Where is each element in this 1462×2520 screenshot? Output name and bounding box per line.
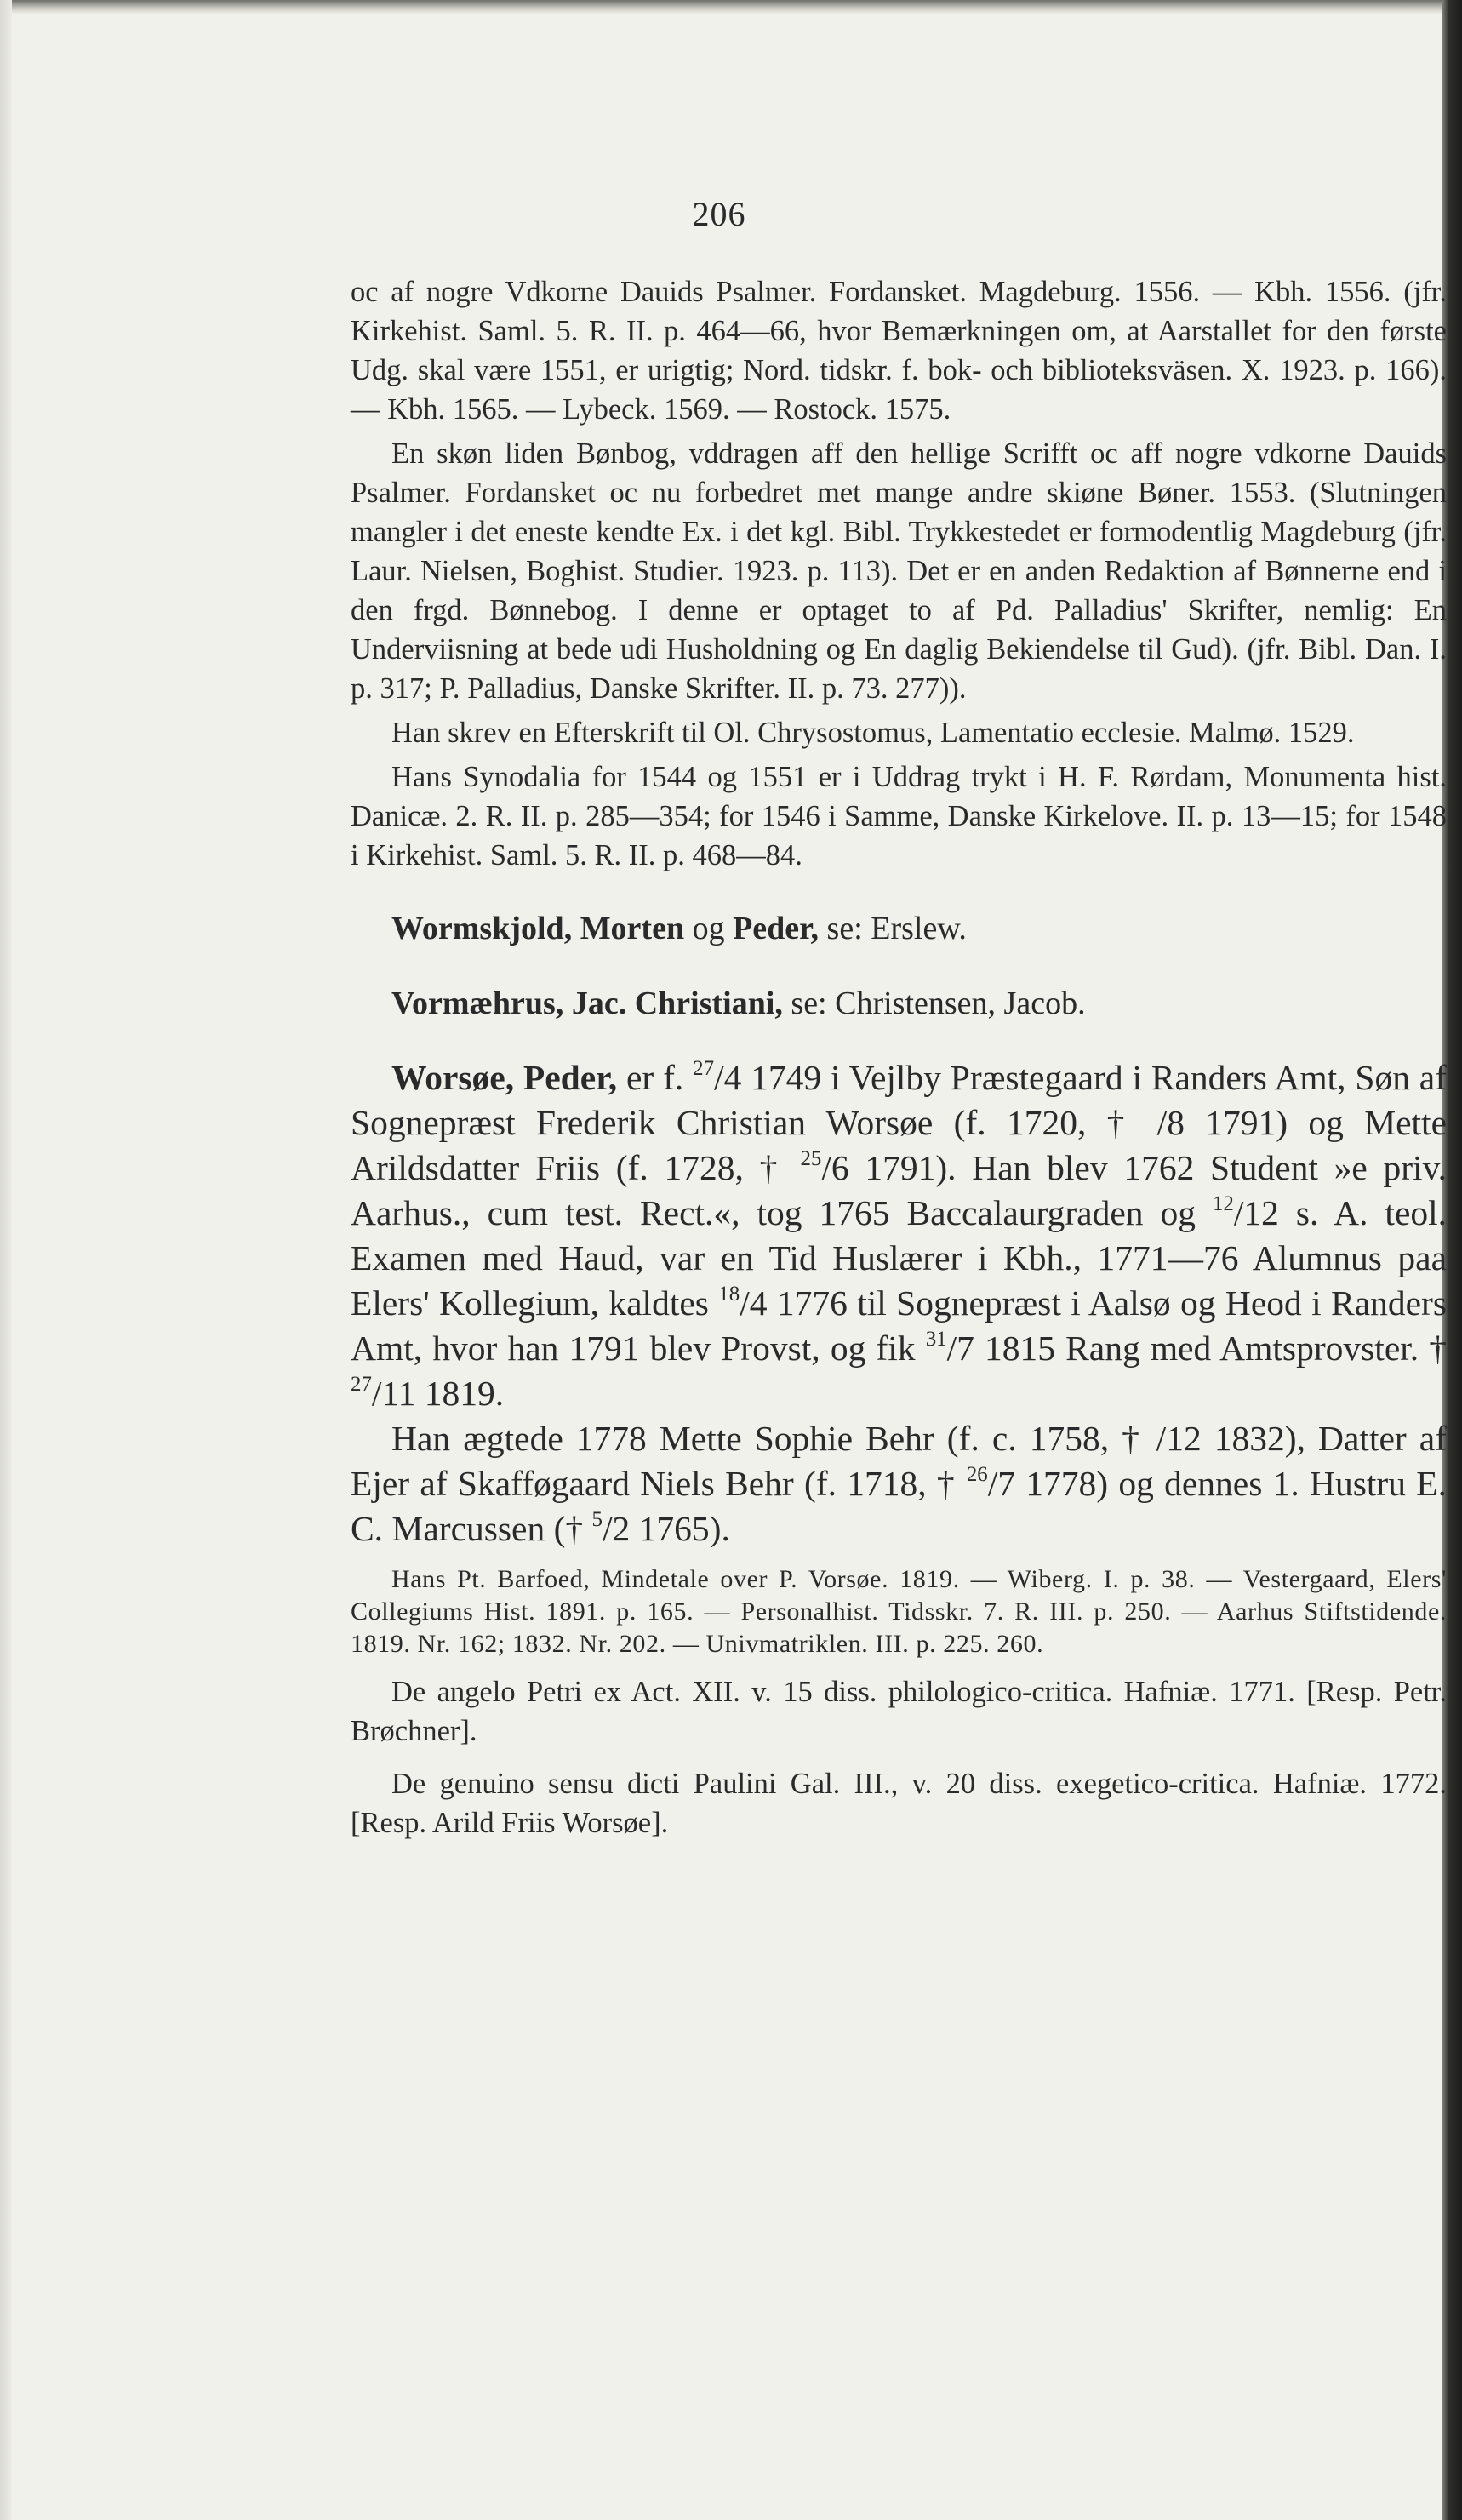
date-denominator: 11 — [381, 1374, 416, 1413]
date-numerator: 5 — [591, 1507, 603, 1531]
date-denominator: 8 — [1167, 1103, 1185, 1142]
cross-ref-wormskjold — [351, 907, 1447, 950]
date-numerator: 31 — [925, 1327, 947, 1351]
text-run: 1776 til Sognepræst i Aalsø og Heod i Randers Amt, hvor han 1791 blev Provst, og fik — [351, 1283, 1448, 1368]
date-denominator: 6 — [831, 1148, 849, 1187]
date-denominator: 12 — [1243, 1193, 1279, 1232]
work-item: De angelo Petri ex Act. XII. v. 15 diss. philologico-critica. Hafniæ. 1771. [Resp. Petr. Brøchner]. — [351, 1676, 1447, 1747]
cross-ref-vormaehrus — [351, 982, 1447, 1025]
date-numerator: 26 — [966, 1462, 988, 1486]
date-numerator: 27 — [351, 1372, 372, 1396]
text-run: er f. — [626, 1058, 684, 1097]
paragraph-bonbog: En skøn liden Bønbog, vddragen aff den hellige Scrifft oc aff nogre vdkorne Dauids Psalmer. Fordansket oc nu forbedret met mange andre skiøne Bøner. 1553. (Slutningen mangler i det eneste kendte Ex. i det kgl. Bibl. Trykkestedet er formodentlig Magdeburg (jfr. Laur. Nielsen, Boghist. Studier. 1923. p. 113). Det er en anden Redaktion af Bønnerne end i den frgd. Bønnebog. I denne er optaget to af Pd. Palladius' Skrifter, nemlig: En Underviisning at bede udi Husholdning og En daglig Bekiendelse til Gud). (jfr. Bibl. Dan. I. p. 317; P. Palladius, Danske Skrifter. II. p. 73. 277)). — [351, 437, 1447, 705]
text-run: s. A. teol. Examen med Haud, var en Tid Huslærer i Kbh., 1771—76 Alumnus paa Elers' Kollegium, kaldtes — [351, 1193, 1448, 1323]
continued-section — [351, 272, 1447, 875]
cross-ref-connector: og — [684, 911, 734, 946]
cross-ref-see: se: — [791, 986, 827, 1021]
cross-ref-name: Wormskjold, Morten — [391, 911, 685, 946]
date-denominator: 4 — [749, 1283, 768, 1323]
cross-ref-target: Christensen, Jacob. — [835, 986, 1086, 1021]
text-run: 1791) og Mette Arildsdatter Friis (f. 1728, † — [351, 1103, 1448, 1187]
cross-ref-name-2: Peder, — [733, 911, 820, 946]
date-numerator: 27 — [693, 1056, 715, 1080]
paragraph-synodalia: Hans Synodalia for 1544 og 1551 er i Uddrag trykt i H. F. Rørdam, Monumenta hist. Danicæ. 2. R. II. p. 285—354; for 1546 i Samme, Danske Kirkelove. II. p. 13—15; for 1548 i Kirkehist. Saml. 5. R. II. p. 468—84. — [351, 761, 1447, 871]
cross-ref-target: Erslew. — [871, 911, 967, 946]
page-number: 206 — [692, 195, 746, 233]
text-run: Han ægtede 1778 Mette Sophie Behr (f. c. 1758, † — [391, 1419, 1144, 1458]
cross-ref-name: Vormæhrus, Jac. Christiani, — [391, 986, 783, 1021]
entry-worsoe — [351, 1055, 1447, 1551]
date-denominator: 4 — [723, 1058, 742, 1097]
text-run: 1778) og dennes 1. Hustru E. C. Marcussen († — [351, 1464, 1447, 1548]
date-denominator: 7 — [957, 1329, 974, 1368]
text-run: 1765). — [638, 1509, 730, 1548]
entry-sources — [351, 1563, 1447, 1660]
paragraph-continuation: oc af nogre Vdkorne Dauids Psalmer. Fordansket. Magdeburg. 1556. — Kbh. 1556. (jfr. Kirkehist. Saml. 5. R. II. p. 464—66, hvor Bemærkningen om, at Aarstallet for den første Udg. skal være 1551, er urigtig; Nord. tidskr. f. bok- och biblioteksväsen. X. 1923. p. 166). — Kbh. 1565. — Lybeck. 1569. — Rostock. 1575. — [351, 276, 1447, 426]
date-denominator: 2 — [612, 1509, 631, 1548]
text-run: 1749 i Vejlby Præstegaard i Randers Amt, Søn af Sognepræst Frederik Christian Worsøe (f. 1720, † — [351, 1058, 1448, 1142]
text-run: 1819. — [424, 1374, 505, 1413]
date-denominator: 7 — [997, 1464, 1016, 1503]
sources-text: Hans Pt. Barfoed, Mindetale over P. Vorsøe. 1819. — Wiberg. I. p. 38. — Vestergaard, Elers' Collegiums Hist. 1891. p. 165. — Personalhist. Tidsskr. 7. R. III. p. 250. — Aarhus Stiftstidende. 1819. Nr. 162; 1832. Nr. 202. — Univmatriklen. III. p. 225. 260. — [351, 1565, 1447, 1658]
date-numerator: 25 — [800, 1146, 822, 1170]
paragraph-efterskrift: Han skrev en Efterskrift til Ol. Chrysostomus, Lamentatio ecclesie. Malmø. 1529. — [391, 717, 1355, 749]
date-denominator: 12 — [1166, 1419, 1202, 1458]
entry-marriage: Han ægtede 1778 Mette Sophie Behr (f. c. 1758, † /12 1832), Datter af Ejer af Skafføgaard Niels Behr (f. 1718, † $^{26}$/7 1778) og dennes 1. Hustru E. C. Marcussen († $^5$/2 1765). — [351, 1419, 1448, 1548]
entry-name: Worsøe, Peder, — [391, 1058, 618, 1097]
text-run: 1791). Han blev 1762 Student »e priv. Aarhus., cum test. Rect.«, tog 1765 Baccalaurgraden og — [351, 1148, 1448, 1232]
page-body — [351, 272, 1447, 1843]
date-numerator: 18 — [718, 1282, 740, 1306]
text-run: 1815 Rang med Amtsprovster. † — [985, 1329, 1448, 1368]
text-run: 1832), Datter af Ejer af Skafføgaard Niels Behr (f. 1718, † — [351, 1419, 1448, 1503]
entry-biography: Worsøe, Peder, er f. $^{27}$/4 1749 i Vejlby Præstegaard i Randers Amt, Søn af Sognepræst Frederik Christian Worsøe (f. 1720, † /8 1791) og Mette Arildsdatter Friis (f. 1728, † $^{25}$/6 1791). Han blev 1762 Student »e priv. Aarhus., cum test. Rect.«, tog 1765 Baccalaurgraden og $^{12}$/12 s. A. teol. Examen med Haud, var en Tid Huslærer i Kbh., 1771—76 Alumnus paa Elers' Kollegium, kaldtes $^{18}$/4 1776 til Sognepræst i Aalsø og Heod i Randers Amt, hvor han 1791 blev Provst, og fik $^{31}$/7 1815 Rang med Amtsprovster. † $^{27}$/11 1819. — [351, 1056, 1448, 1413]
work-item: De genuino sensu dicti Paulini Gal. III., v. 20 diss. exegetico-critica. Hafniæ. 1772. [Resp. Arild Friis Worsøe]. — [351, 1768, 1447, 1839]
entry-works — [351, 1672, 1447, 1843]
date-numerator: 12 — [1212, 1191, 1234, 1215]
cross-ref-see: se: — [826, 911, 863, 946]
